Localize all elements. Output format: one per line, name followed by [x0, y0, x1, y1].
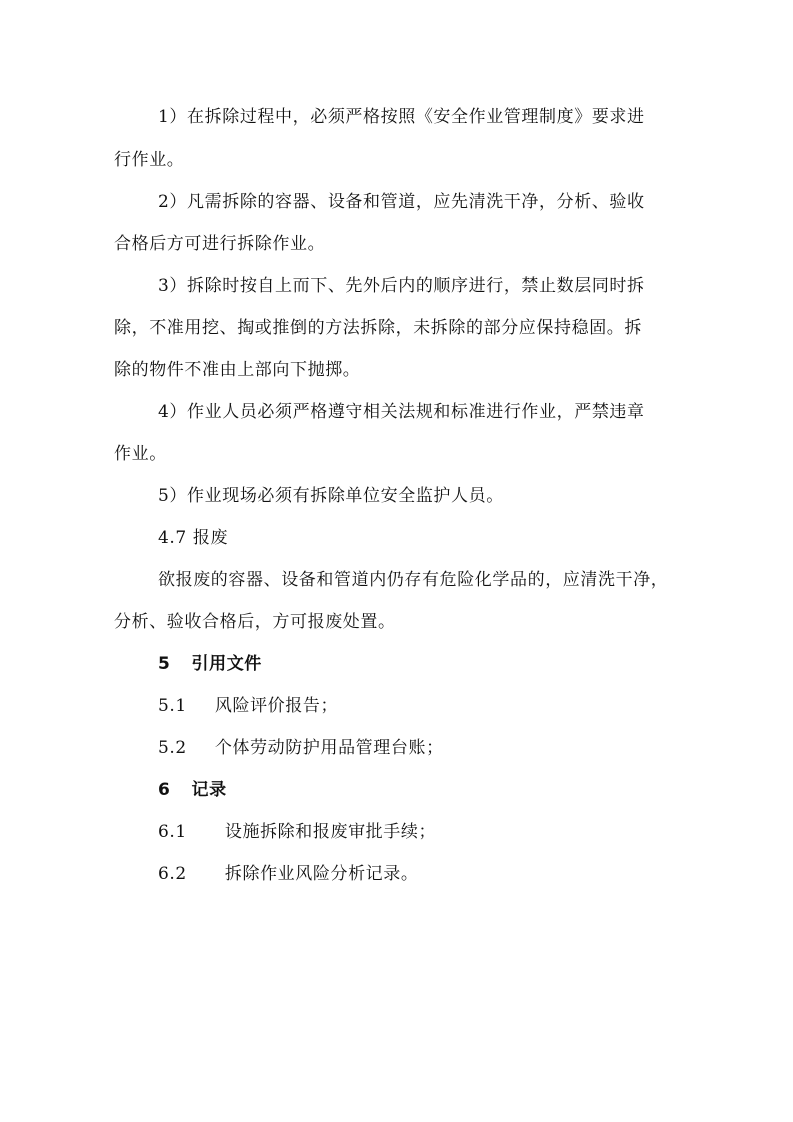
- section-6-number: 6: [158, 780, 171, 800]
- paragraph-2-line-1: 2）凡需拆除的容器、设备和管道，应先清洗干净，分析、验收: [158, 192, 645, 212]
- list-item-6-2: [158, 863, 418, 885]
- paragraph-2-line-2: 合格后方可进行拆除作业。: [114, 234, 326, 254]
- paragraph-1-line-2: 行作业。: [114, 150, 185, 170]
- list-item-6-1-number: 6.1: [158, 822, 187, 842]
- list-item-5-1-text: 风险评价报告；: [214, 696, 339, 716]
- section-6-heading: [158, 779, 227, 801]
- list-item-6-1: [158, 821, 436, 843]
- paragraph-4-line-2: 作业。: [114, 444, 167, 464]
- paragraph-6-line-1: 欲报废的容器、设备和管道内仍存有危险化学品的，应清洗干净，: [158, 570, 669, 590]
- list-item-6-1-text: 设施拆除和报废审批手续；: [224, 822, 437, 842]
- list-item-5-2-number: 5.2: [158, 738, 187, 758]
- section-5-number: 5: [158, 654, 171, 674]
- section-5-heading: [158, 653, 262, 675]
- list-item-6-2-number: 6.2: [158, 864, 187, 884]
- list-item-5-1-number: 5.1: [158, 696, 187, 716]
- list-item-5-1: [158, 695, 338, 717]
- list-item-6-2-text: 拆除作业风险分析记录。: [224, 864, 419, 884]
- paragraph-3-line-2: 除，不准用挖、掏或推倒的方法拆除，未拆除的部分应保持稳固。拆: [114, 318, 642, 338]
- paragraph-6-line-2: 分析、验收合格后，方可报废处置。: [114, 612, 396, 632]
- paragraph-3-line-1: 3）拆除时按自上而下、先外后内的顺序进行，禁止数层同时拆: [158, 276, 645, 296]
- paragraph-5-line-1: 5）作业现场必须有拆除单位安全监护人员。: [158, 486, 504, 506]
- paragraph-1-line-1: 1）在拆除过程中，必须严格按照《安全作业管理制度》要求进: [158, 107, 645, 127]
- list-item-5-2-text: 个体劳动防护用品管理台账；: [214, 738, 444, 758]
- paragraph-3-line-3: 除的物件不准由上部向下抛掷。: [114, 360, 361, 380]
- section-6-title: 记录: [191, 780, 227, 800]
- section-4-7-heading: 4.7 报废: [158, 528, 229, 548]
- list-item-5-2: [158, 737, 444, 759]
- paragraph-4-line-1: 4）作业人员必须严格遵守相关法规和标准进行作业，严禁违章: [158, 402, 645, 422]
- section-5-title: 引用文件: [191, 654, 262, 674]
